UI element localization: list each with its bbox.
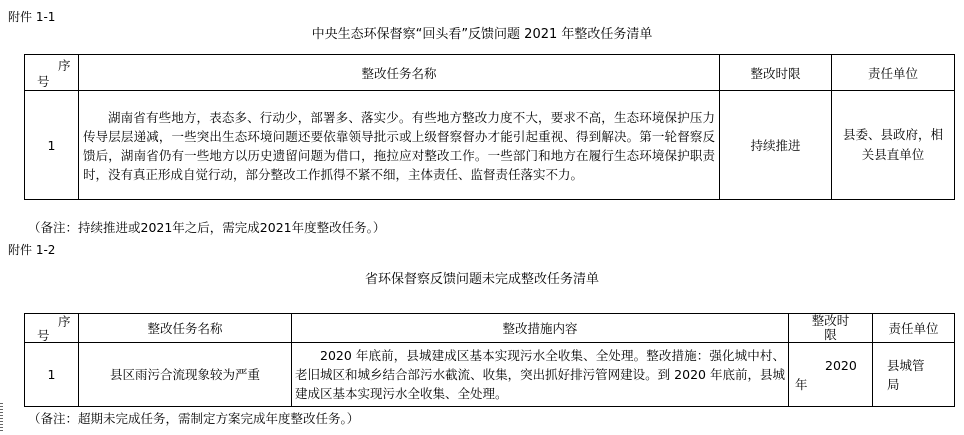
row-seq: 1 [25, 343, 79, 407]
row-deadline: 持续推进 [720, 91, 832, 200]
attachment-label-1: 附件 1-1 [8, 10, 56, 24]
row-unit: 县城管 局 [873, 343, 955, 407]
table-row [25, 343, 955, 407]
table-row [25, 91, 955, 200]
header-unit: 责任单位 [873, 314, 955, 343]
table-title-2: 省环保督察反馈问题未完成整改任务清单 [364, 272, 599, 287]
attachment-label-2: 附件 1-2 [8, 243, 56, 257]
header-task-name: 整改任务名称 [79, 314, 292, 343]
header-measures: 整改措施内容 [292, 314, 789, 343]
table-title-1: 中央生态环保督察“回头看”反馈问题 2021 年整改任务清单 [311, 27, 653, 42]
row-measures: 2020 年底前，县城建成区基本实现污水全收集、全处理。整改措施：强化城中村、老旧城区和城乡结合部污水截流、收集，突出抓好排污管网建设。到 2020 年底前，县城建成区基本实现污水全收集、全处理。 [292, 343, 789, 407]
task-table-1 [24, 54, 955, 200]
header-task-name: 整改任务名称 [79, 55, 720, 91]
row-task-description: 湖南省有些地方，表态多、行动少，部署多、落实少。有些地方整改力度不大，要求不高，生态环境保护压力传导层层递减，一些突出生态环境问题还要依靠领导批示或上级督察督办才能引起重视、得到解决。第一轮督察反馈后，湖南省仍有一些地方以历史遗留问题为借口，拖拉应对整改工作。一些部门和地方在履行生态环境保护职责时，没有真正形成自觉行动，部分整改工作抓得不紧不细，主体责任、监督责任落实不力。 [79, 91, 720, 200]
table-header-row [25, 55, 955, 91]
header-seq: 序 号 [25, 55, 79, 91]
row-task-name: 县区雨污合流现象较为严重 [79, 343, 292, 407]
row-unit: 县委、县政府，相关县直单位 [832, 91, 955, 200]
note-2: （备注：超期未完成任务，需制定方案完成年度整改任务。） [28, 411, 360, 426]
row-deadline: 2020 年 [789, 343, 873, 407]
task-table-2 [24, 313, 955, 407]
header-seq: 序 号 [25, 314, 79, 343]
header-deadline: 整改时 限 [789, 314, 873, 343]
header-deadline: 整改时限 [720, 55, 832, 91]
header-unit: 责任单位 [832, 55, 955, 91]
table-header-row [25, 314, 955, 343]
row-seq: 1 [25, 91, 79, 200]
left-margin-marker [0, 403, 3, 431]
note-1: （备注：持续推进或2021年之后，需完成2021年度整改任务。） [28, 220, 386, 235]
